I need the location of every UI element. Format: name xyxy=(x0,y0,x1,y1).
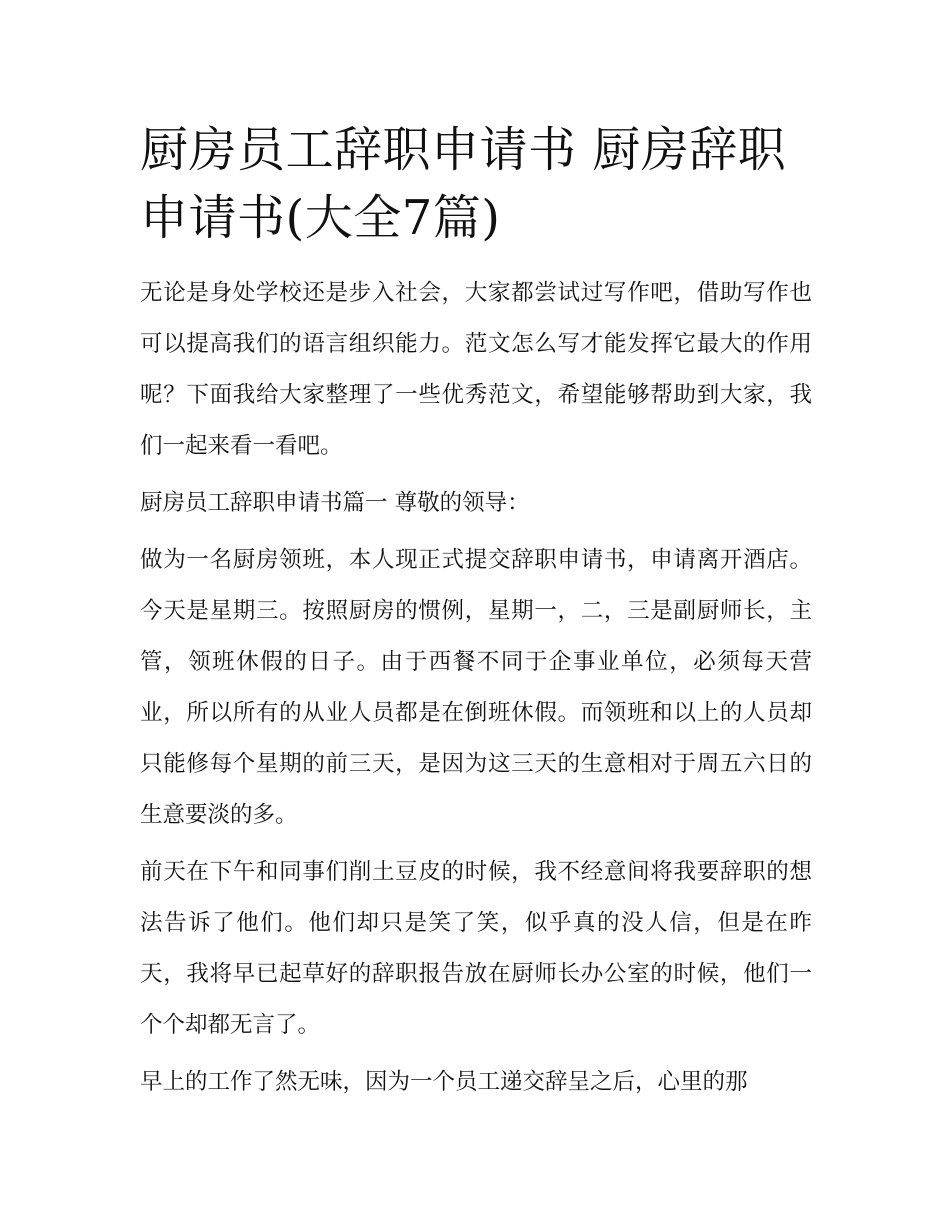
intro-paragraph: 无论是身处学校还是步入社会，大家都尝试过写作吧，借助写作也可以提高我们的语言组织能力。范文怎么写才能发挥它最大的作用呢？下面我给大家整理了一些优秀范文，希望能够帮助到大家，我们一起来看一看吧。 xyxy=(140,280,812,459)
document-title: 厨房员工辞职申请书 厨房辞职申请书(大全7篇) xyxy=(140,122,787,246)
document-body xyxy=(140,116,812,1114)
body-paragraph: 早上的工作了然无味，因为一个员工递交辞呈之后，心里的那 xyxy=(140,1069,748,1095)
body-paragraph: 做为一名厨房领班，本人现正式提交辞职申请书，申请离开酒店。今天是星期三。按照厨房的惯例，星期一，二，三是副厨师长，主管，领班休假的日子。由于西餐不同于企事业单位，必须每天营业，所以所有的从业人员都是在倒班休假。而领班和以上的人员却只能修每个星期的前三天，是因为这三天的生意相对于周五六日的生意要淡的多。 xyxy=(140,547,812,828)
body-paragraph: 前天在下午和同事们削土豆皮的时候，我不经意间将我要辞职的想法告诉了他们。他们却只是笑了笑，似乎真的没人信，但是在昨天，我将早已起草好的辞职报告放在厨师长办公室的时候，他们一个个却都无言了。 xyxy=(140,859,812,1038)
section-heading: 厨房员工辞职申请书篇一 尊敬的领导： xyxy=(140,490,530,516)
